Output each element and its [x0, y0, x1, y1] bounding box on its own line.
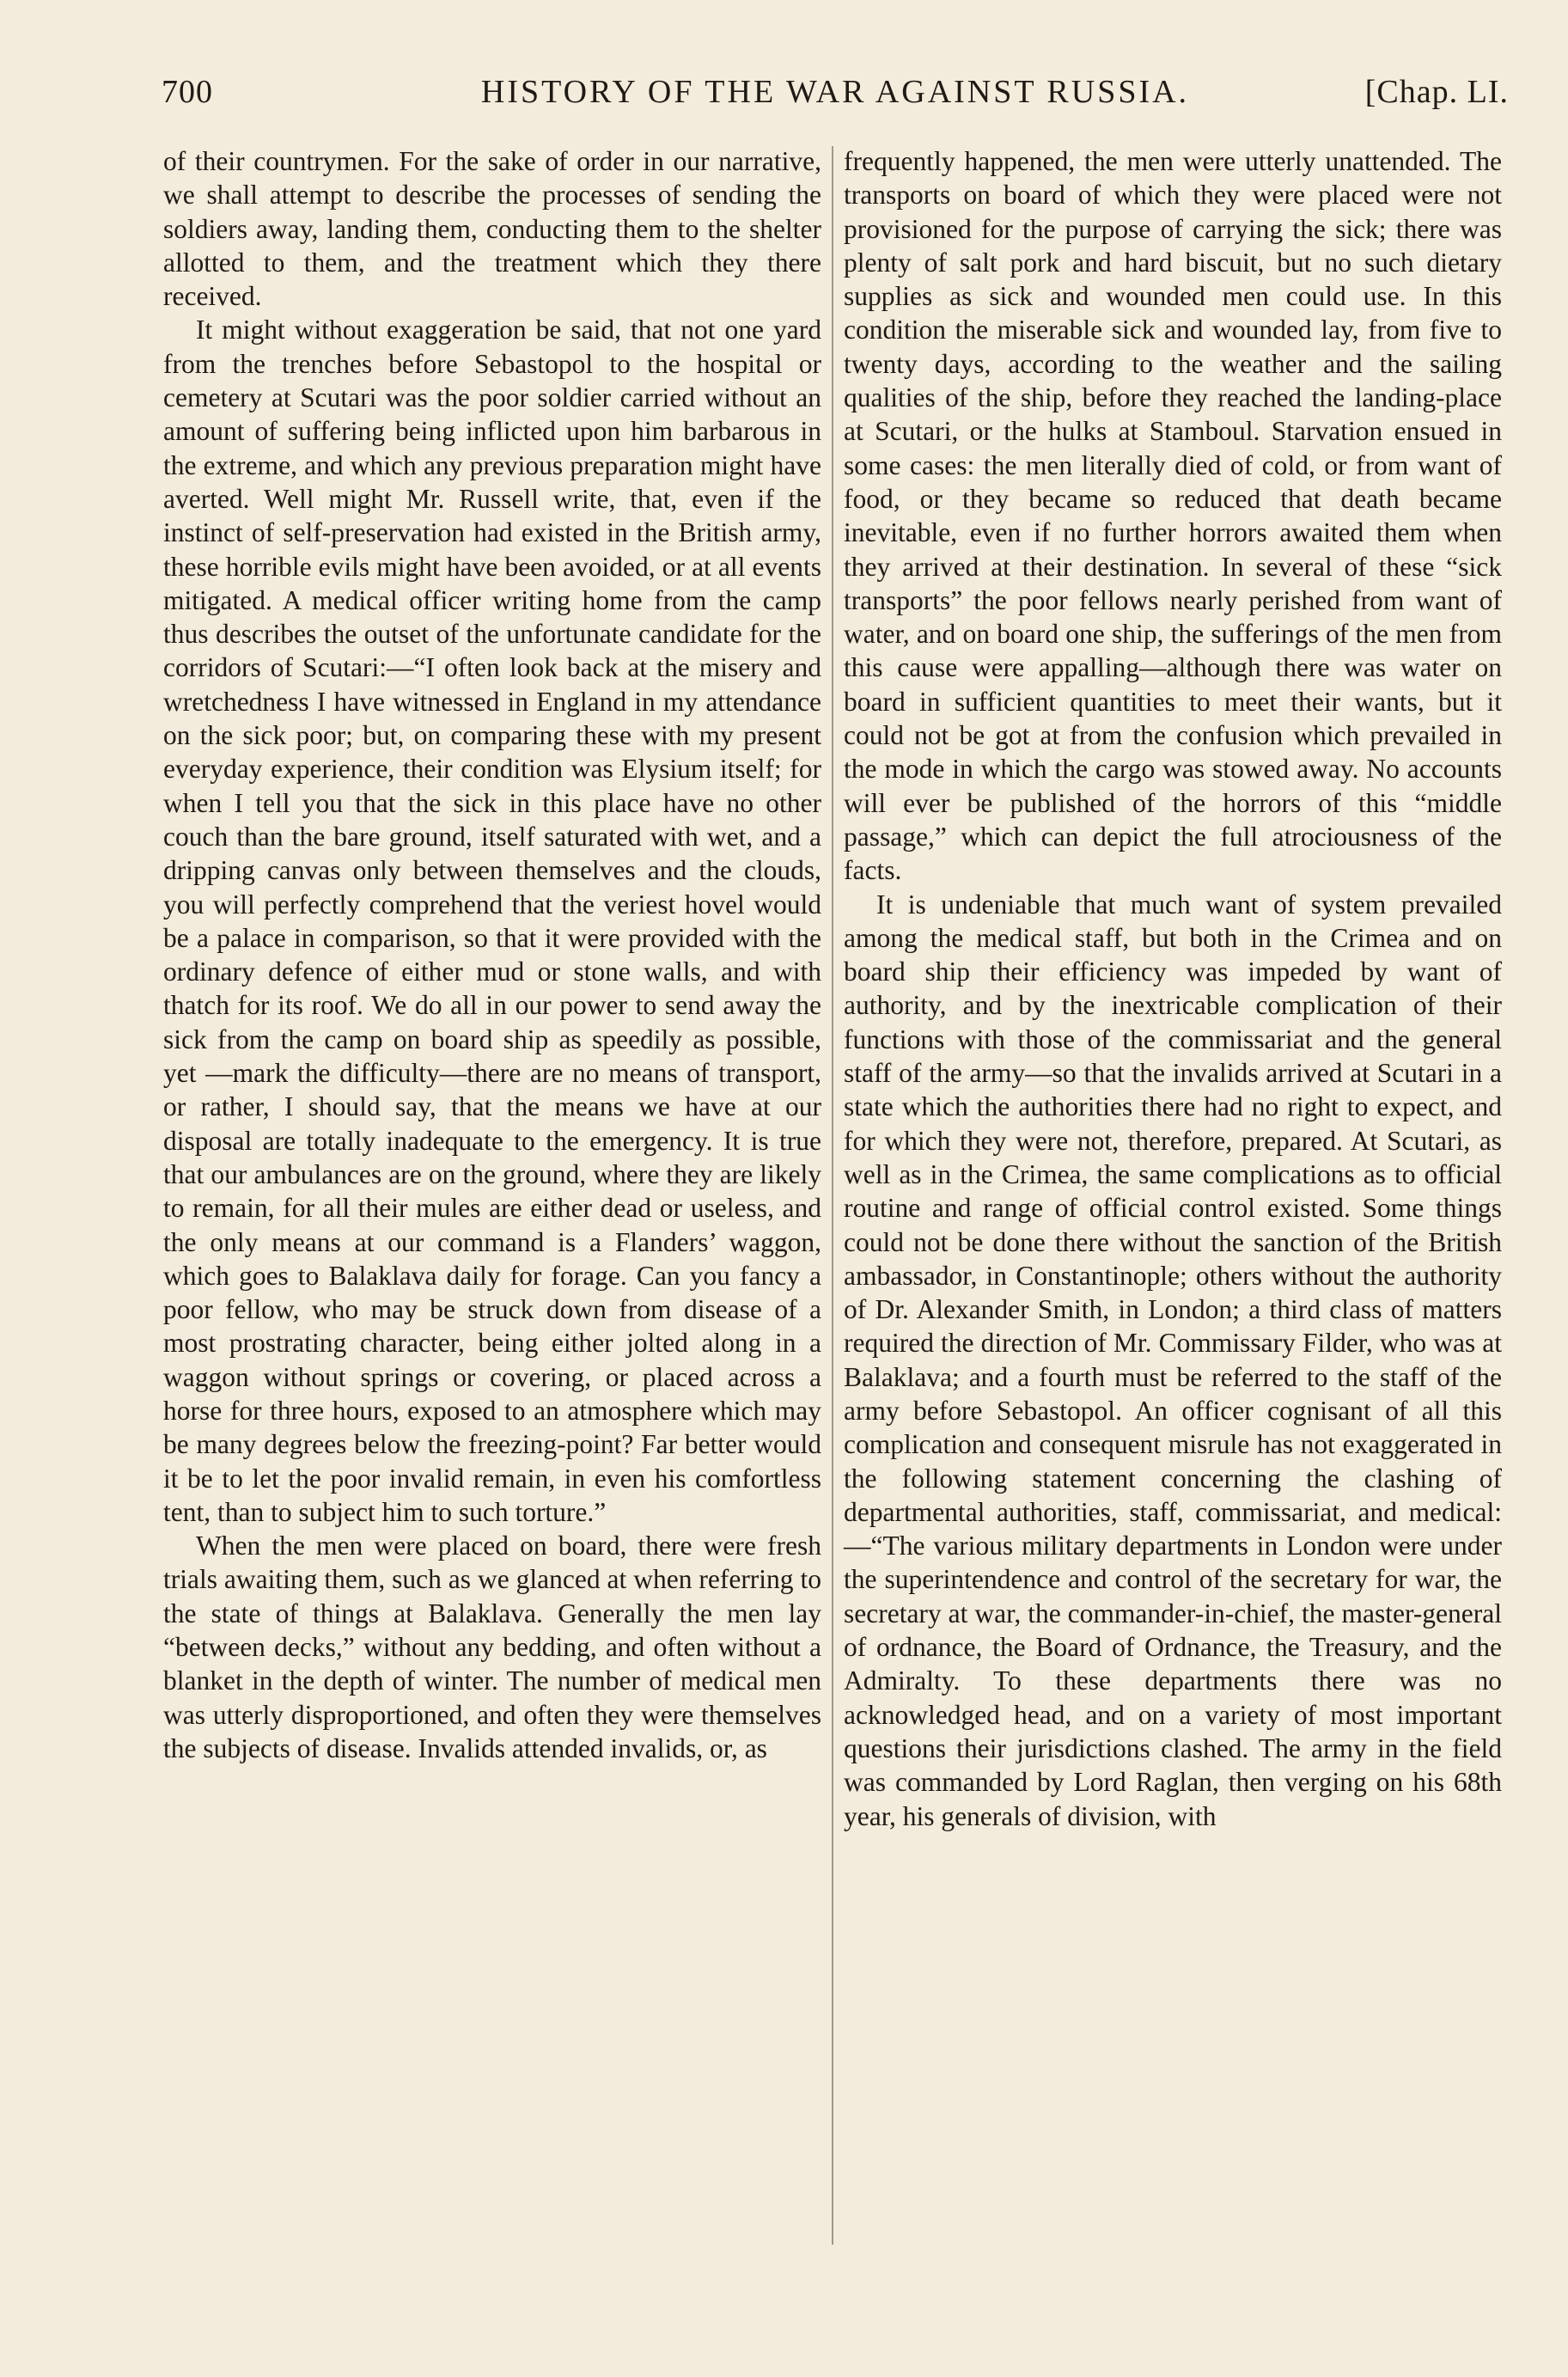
left-column — [163, 144, 821, 1765]
paragraph: It might without exaggeration be said, that not one yard from the trenches before Sebastopol to the hospital or cemetery at Scutari was the poor soldier carried without an amount of suffering being inflicted upon him barbarous in the extreme, and which any previous preparation might have averted. Well might Mr. Russell write, that, even if the instinct of self-preservation had existed in the British army, these horrible evils might have been avoided, or at all events mitigated. A medical officer writing home from the camp thus describes the outset of the unfortunate candidate for the corridors of Scutari:—“I often look back at the misery and wretchedness I have witnessed in England in my attendance on the sick poor; but, on comparing these with my present everyday experience, their condition was Elysium itself; for when I tell you that the sick in this place have no other couch than the bare ground, itself saturated with wet, and a dripping canvas only between themselves and the clouds, you will perfectly comprehend that the veriest hovel would be a palace in comparison, so that it were provided with the ordinary defence of either mud or stone walls, and with thatch for its roof. We do all in our power to send away the sick from the camp on board ship as speedily as possible, yet —mark the difficulty—there are no means of transport, or rather, I should say, that the means we have at our disposal are totally inadequate to the emergency. It is true that our ambulances are on the ground, where they are likely to remain, for all their mules are either dead or useless, and the only means at our command is a Flanders’ waggon, which goes to Balaklava daily for forage. Can you fancy a poor fellow, who may be struck down from disease of a most prostrating character, being either jolted along in a waggon without springs or covering, or placed across a horse for three hours, exposed to an atmosphere which may be many degrees below the freezing-point? Far better would it be to let the poor invalid remain, in even his comfortless tent, than to subject him to such torture.” — [163, 315, 821, 1527]
page-number: 700 — [162, 74, 213, 110]
paragraph: When the men were placed on board, there were fresh trials awaiting them, such as we glanced at when referring to the state of things at Balaklava. Generally the men lay “between decks,” without any bedding, and often without a blanket in the depth of winter. The number of medical men was utterly disproportioned, and often they were themselves the subjects of disease. Invalids attended invalids, or, as — [163, 1531, 821, 1763]
running-title: HISTORY OF THE WAR AGAINST RUSSIA. — [480, 74, 1190, 110]
paragraph: frequently happened, the men were utterly unattended. The transports on board of which they were placed were not provisioned for the purpose of carrying the sick; there was plenty of salt pork and hard biscuit, but no such dietary supplies as sick and wounded men could use. In this condition the miserable sick and wounded lay, from five to twenty days, according to the weather and the sailing qualities of the ship, before they reached the landing-place at Scutari, or the hulks at Stamboul. Starvation ensued in some cases: the men literally died of cold, or from want of food, or they became so reduced that death became inevitable, even if no further horrors awaited them when they arrived at their destination. In several of these “sick transports” the poor fellows nearly perished from want of water, and on board one ship, the sufferings of the men from this cause were appalling—although there was water on board in sufficient quantities to meet their wants, but it could not be got at from the confusion which prevailed in the mode in which the cargo was stowed away. No accounts will ever be published of the horrors of this “middle passage,” which can depict the full atrociousness of the facts. — [844, 146, 1502, 886]
paragraph: of their countrymen. For the sake of order in our narrative, we shall attempt to describe the processes of sending the soldiers away, landing them, conducting them to the shelter allotted to them, and the treatment which they there received. — [163, 146, 821, 312]
column-divider — [832, 146, 833, 2245]
chapter-reference: [Chap. LI. — [1364, 74, 1509, 110]
paragraph: It is undeniable that much want of system prevailed among the medical staff, but both in the Crimea and on board ship their efficiency was impeded by want of authority, and by the inextricable complication of their functions with those of the commissariat and the general staff of the army—so that the invalids arrived at Scutari in a state which the authorities there had no right to expect, and for which they were not, therefore, prepared. At Scutari, as well as in the Crimea, the same complications as to official routine and range of official control existed. Some things could not be done there without the sanction of the British ambassador, in Constantinople; others without the authority of Dr. Alexander Smith, in London; a third class of matters required the direction of Mr. Commissary Filder, who was at Balaklava; and a fourth must be referred to the staff of the army before Sebastopol. An officer cognisant of all this complication and consequent misrule has not exaggerated in the following statement concerning the clashing of departmental authorities, staff, commissariat, and medical:—“The various military departments in London were under the superintendence and control of the secretary for war, the secretary at war, the commander-in-chief, the master-general of ordnance, the Board of Ordnance, the Treasury, and the Admiralty. To these departments there was no acknowledged head, and on a variety of most important questions their jurisdictions clashed. The army in the field was commanded by Lord Raglan, then verging on his 68th year, his generals of division, with — [844, 889, 1502, 1831]
page-header — [162, 73, 1509, 125]
right-column — [844, 144, 1502, 1833]
